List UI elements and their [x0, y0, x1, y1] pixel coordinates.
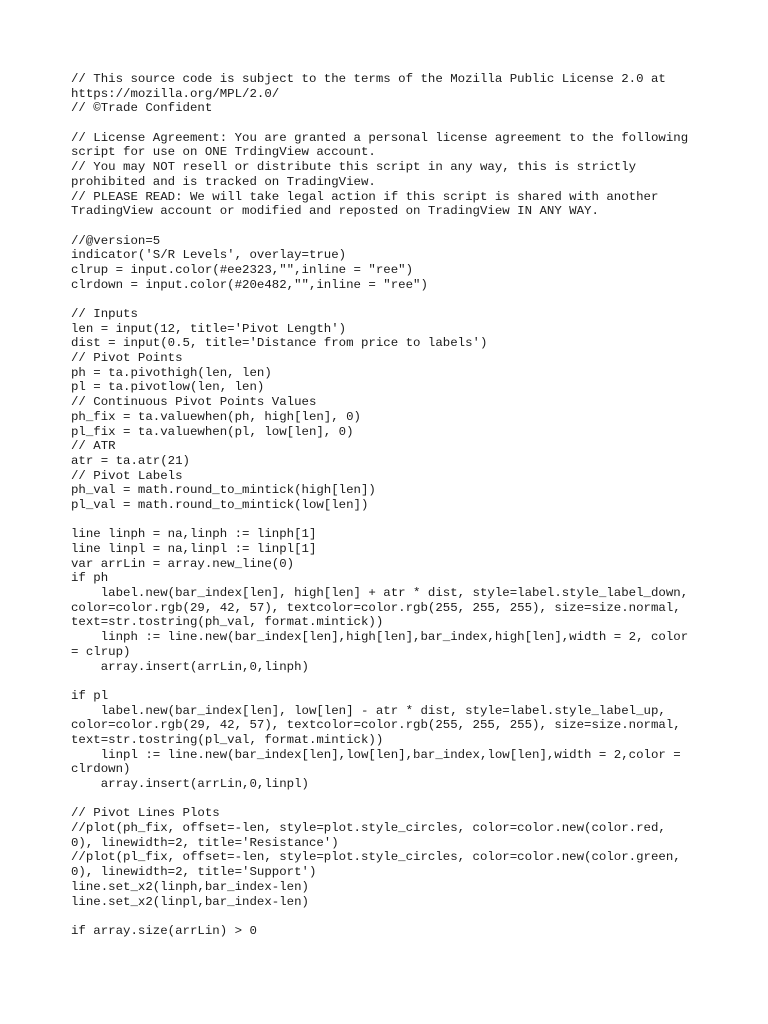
- code-line: line.set_x2(linpl,bar_index-len): [71, 894, 309, 909]
- code-line: ph_val = math.round_to_mintick(high[len]): [71, 483, 376, 498]
- code-line: linpl := line.new(bar_index[len],low[len],bar_index,low[len],width = 2,color =: [71, 747, 681, 762]
- code-line: TradingView account or modified and reposted on TradingView IN ANY WAY.: [71, 204, 599, 219]
- code-line: indicator('S/R Levels', overlay=true): [71, 248, 347, 263]
- code-line: dist = input(0.5, title='Distance from price to labels'): [71, 336, 488, 351]
- code-line: clrup = input.color(#ee2323,"",inline = "ree"): [71, 262, 414, 277]
- code-line: // License Agreement: You are granted a personal license agreement to the following: [71, 130, 689, 145]
- code-line: prohibited and is tracked on TradingView.: [71, 174, 376, 189]
- code-line: color=color.rgb(29, 42, 57), textcolor=color.rgb(255, 255, 255), size=size.normal,: [71, 600, 681, 615]
- code-line: 0), linewidth=2, title='Resistance'): [71, 835, 339, 850]
- code-line: line linpl = na,linpl := linpl[1]: [71, 542, 317, 556]
- code-line: // ©Trade Confident: [71, 101, 213, 116]
- blank-line: [71, 909, 701, 924]
- code-line: label.new(bar_index[len], low[len] - atr * dist, style=label.style_label_up,: [71, 703, 666, 718]
- code-line: // Pivot Points: [71, 351, 183, 366]
- blank-line: [71, 116, 701, 131]
- code-line: // PLEASE READ: We will take legal action if this script is shared with another: [71, 189, 659, 204]
- code-line: linph := line.new(bar_index[len],high[len],bar_index,high[len],width = 2, color: [71, 630, 689, 645]
- code-line: line.set_x2(linph,bar_index-len): [71, 879, 309, 894]
- code-line: array.insert(arrLin,0,linph): [71, 659, 309, 674]
- blank-line: [71, 674, 701, 689]
- code-line: pl_fix = ta.valuewhen(pl, low[len], 0): [71, 424, 354, 439]
- code-line: https://mozilla.org/MPL/2.0/: [71, 86, 280, 101]
- code-line: text=str.tostring(pl_val, format.mintick)): [71, 732, 384, 747]
- code-line: //plot(pl_fix, offset=-len, style=plot.style_circles, color=color.new(color.green,: [71, 850, 681, 865]
- code-line: // Pivot Labels: [71, 468, 183, 483]
- code-line: var arrLin = array.new_line(0): [71, 556, 295, 571]
- code-line: pl_val = math.round_to_mintick(low[len]): [71, 497, 369, 512]
- code-line: // Inputs: [71, 307, 138, 321]
- code-line: //@version=5: [71, 233, 161, 248]
- code-line: line linph = na,linph := linph[1]: [71, 527, 317, 542]
- code-line: // This source code is subject to the terms of the Mozilla Public License 2.0 at: [71, 72, 666, 86]
- code-line: // Continuous Pivot Points Values: [71, 395, 317, 410]
- code-line: pl = ta.pivotlow(len, len): [71, 380, 265, 395]
- blank-line: [71, 792, 701, 807]
- code-line: if array.size(arrLin) > 0: [71, 923, 257, 938]
- code-line: script for use on ONE TrdingView account.: [71, 145, 376, 160]
- blank-line: [71, 219, 701, 234]
- blank-line: [71, 292, 701, 307]
- code-line: // You may NOT resell or distribute this script in any way, this is strictly: [71, 160, 637, 175]
- code-line: if ph: [71, 571, 109, 586]
- code-line: color=color.rgb(29, 42, 57), textcolor=color.rgb(255, 255, 255), size=size.normal,: [71, 718, 681, 733]
- code-line: text=str.tostring(ph_val, format.mintick)): [71, 615, 384, 630]
- code-line: label.new(bar_index[len], high[len] + atr * dist, style=label.style_label_down,: [71, 586, 689, 601]
- code-line: array.insert(arrLin,0,linpl): [71, 777, 309, 791]
- code-line: // Pivot Lines Plots: [71, 806, 220, 821]
- code-line: 0), linewidth=2, title='Support'): [71, 865, 317, 880]
- code-line: clrdown): [71, 762, 131, 777]
- code-line: ph = ta.pivothigh(len, len): [71, 365, 272, 380]
- blank-line: [71, 513, 701, 528]
- code-line: = clrup): [71, 644, 131, 659]
- code-line: // ATR: [71, 439, 116, 454]
- source-code-block: [71, 72, 701, 939]
- code-line: len = input(12, title='Pivot Length'): [71, 321, 347, 336]
- code-line: if pl: [71, 688, 109, 703]
- code-line: //plot(ph_fix, offset=-len, style=plot.style_circles, color=color.new(color.red,: [71, 821, 666, 836]
- code-line: atr = ta.atr(21): [71, 453, 190, 468]
- code-line: ph_fix = ta.valuewhen(ph, high[len], 0): [71, 409, 361, 424]
- code-line: clrdown = input.color(#20e482,"",inline = "ree"): [71, 277, 428, 292]
